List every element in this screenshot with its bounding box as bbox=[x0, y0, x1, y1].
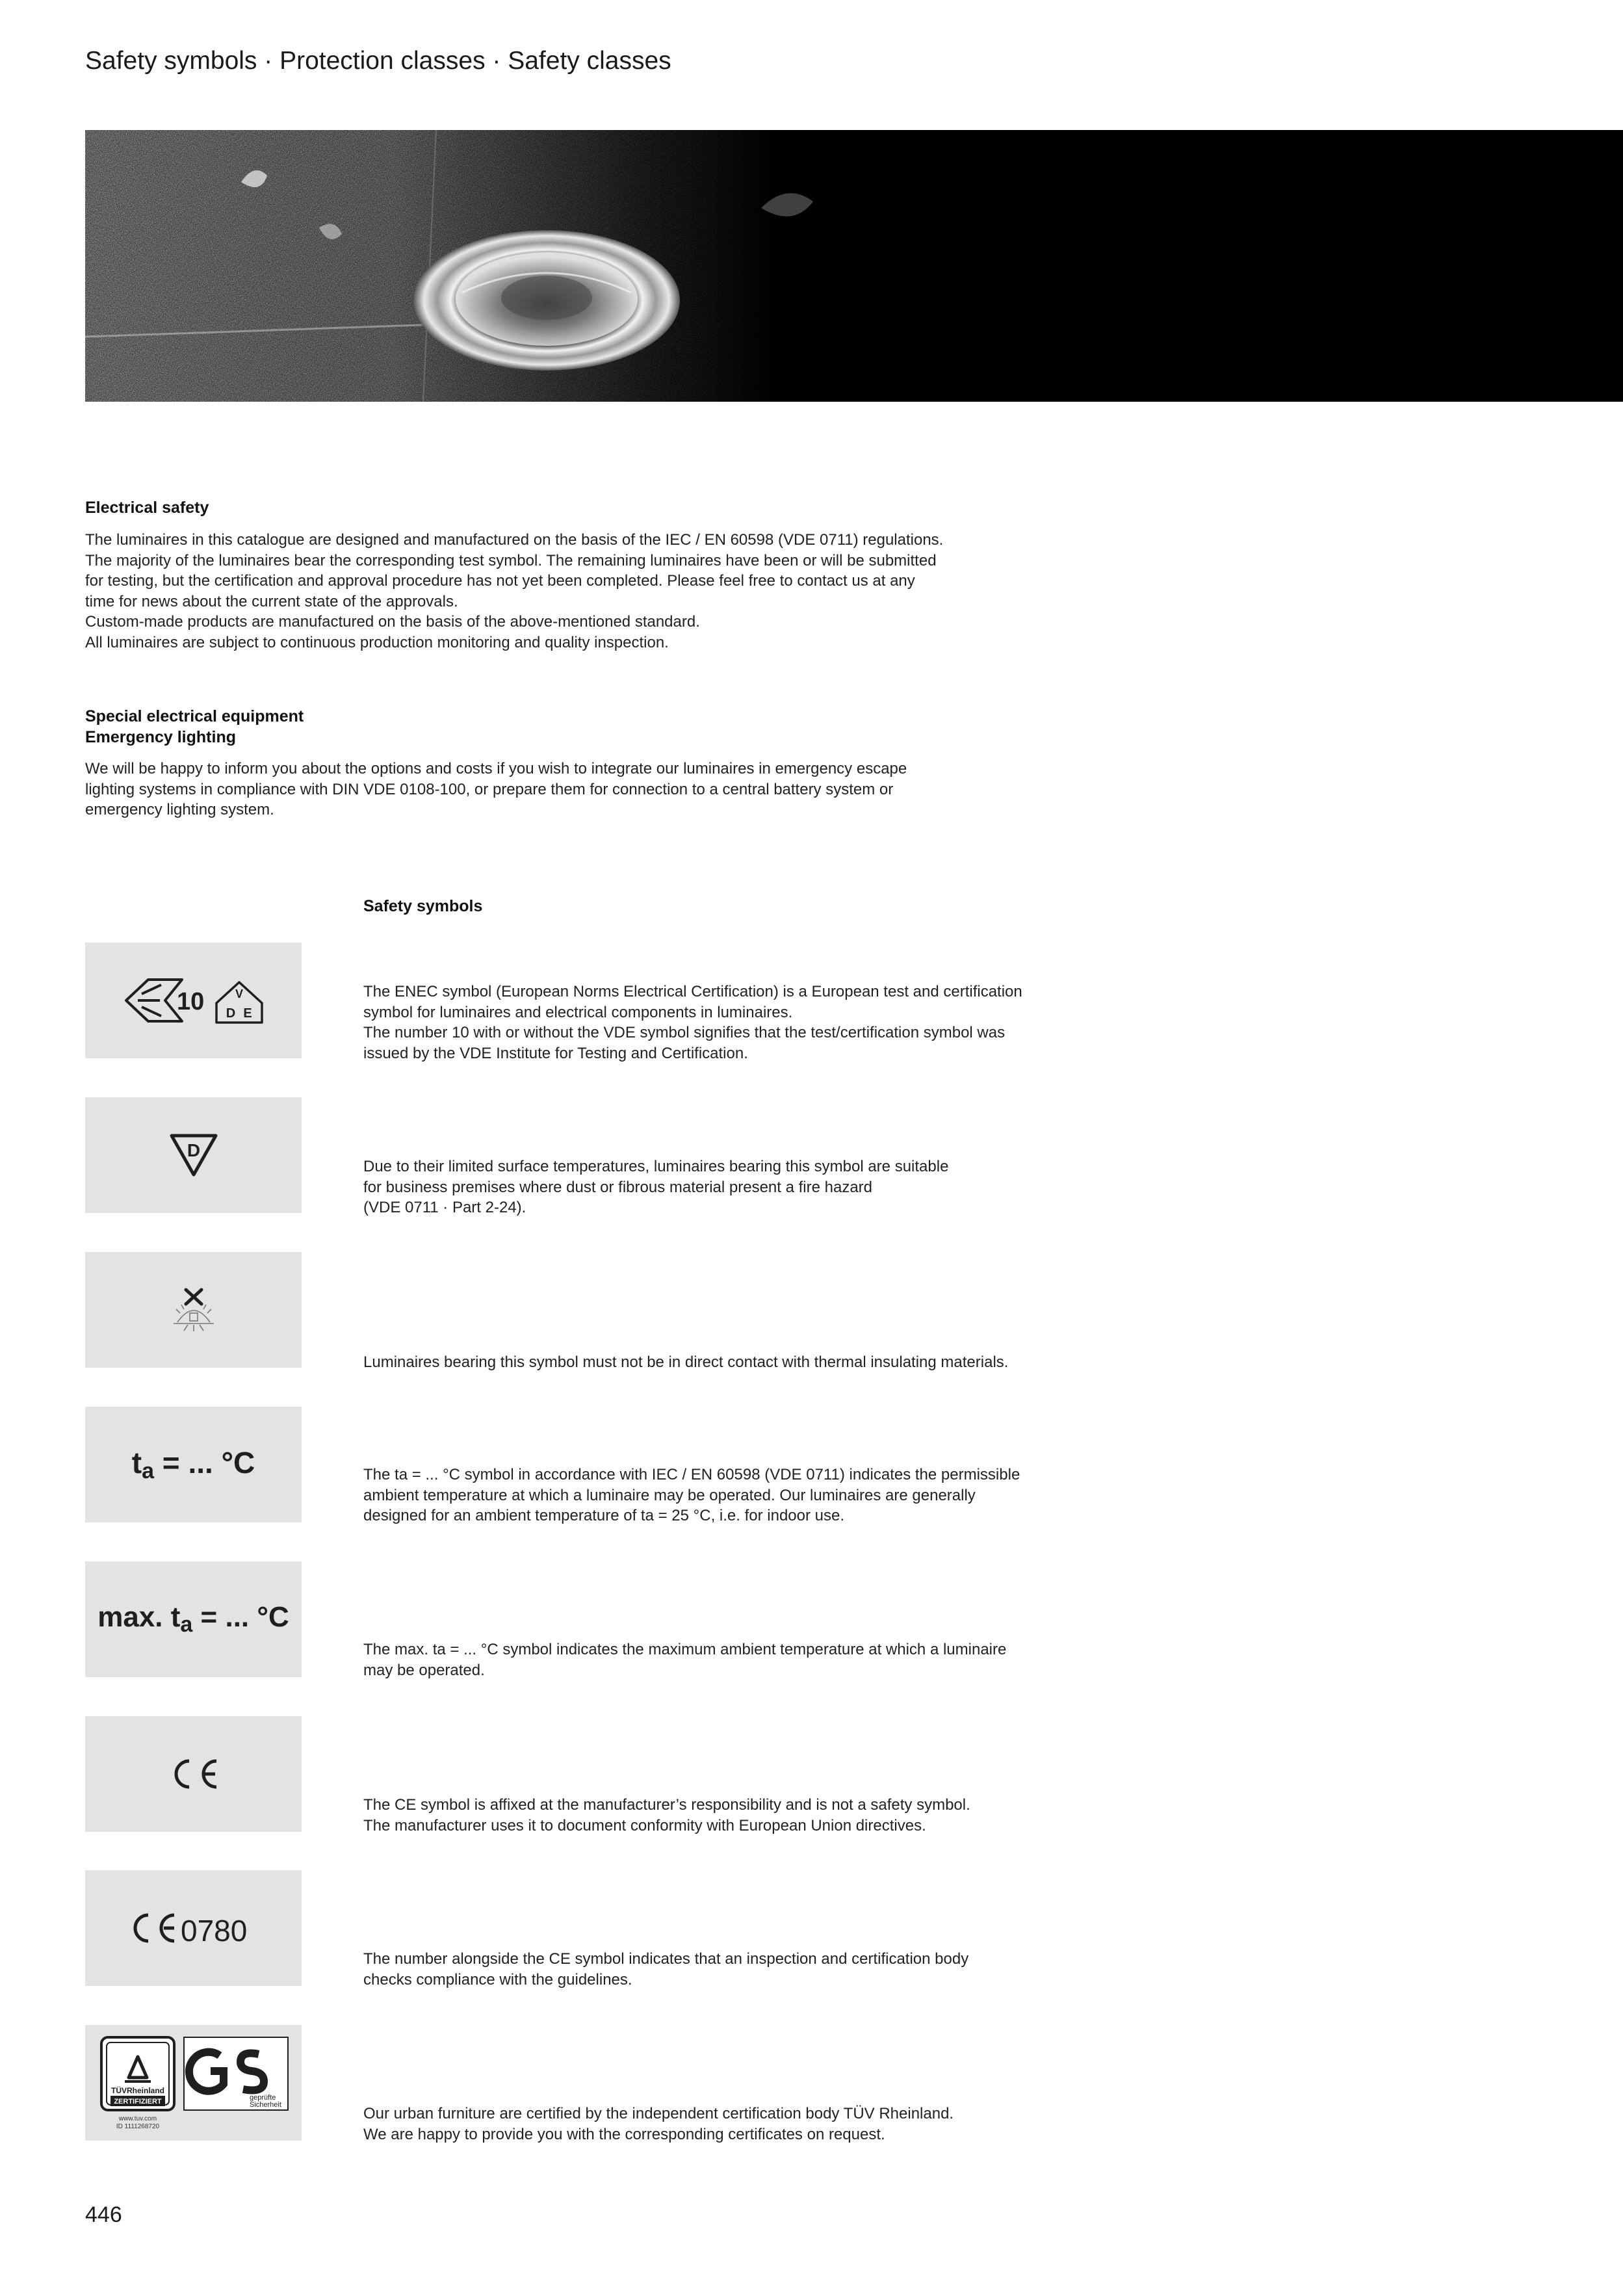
tuv-url: www.tuv.com bbox=[118, 2115, 157, 2122]
tuv-id: ID 1111268720 bbox=[116, 2123, 159, 2130]
d-triangle-description bbox=[363, 1156, 1091, 1218]
tuv-name: TÜVRheinland bbox=[110, 2086, 164, 2095]
text-line: The ta = ... °C symbol in accordance with IEC / EN 60598 (VDE 0711) indicates the permissible bbox=[363, 1466, 1020, 1483]
ta-t: t bbox=[131, 1446, 142, 1480]
no-insulation-symbol bbox=[85, 1252, 302, 1368]
tuv-gs-description bbox=[363, 2104, 1091, 2145]
max-ta-subscript: a bbox=[180, 1612, 193, 1637]
special-equipment-text bbox=[85, 759, 1099, 820]
text-line: for business premises where dust or fibrous material present a fire hazard bbox=[363, 1178, 873, 1196]
text-line: checks compliance with the guidelines. bbox=[363, 1970, 632, 1989]
text-line: time for news about the current state of the approvals. bbox=[85, 592, 458, 610]
text-line: designed for an ambient temperature of ta = 25 °C, i.e. for indoor use. bbox=[363, 1507, 845, 1524]
tuv-gs-symbol bbox=[85, 2025, 302, 2141]
text-line: ambient temperature at which a luminaire may be operated. Our luminaires are generally bbox=[363, 1486, 976, 1504]
text-line: The ENEC symbol (European Norms Electrical Certification) is a European test and certification bbox=[363, 983, 1022, 1000]
text-line: for testing, but the certification and approval procedure has not yet been completed. Please feel free to contact us at any bbox=[85, 572, 915, 590]
text-line: We will be happy to inform you about the options and costs if you wish to integrate our luminaires in emergency escape bbox=[85, 760, 907, 777]
gs-text-1: geprüfte bbox=[249, 2094, 276, 2102]
emergency-lighting-heading: Emergency lighting bbox=[85, 728, 236, 746]
text-line: The CE symbol is affixed at the manufacturer’s responsibility and is not a safety symbol. bbox=[363, 1796, 970, 1814]
ta-rest: = ... °C bbox=[154, 1446, 255, 1480]
enec-vde-symbol bbox=[85, 943, 302, 1058]
max-ta-description bbox=[363, 1639, 1091, 1680]
electrical-safety-heading: Electrical safety bbox=[85, 499, 209, 517]
page-number: 446 bbox=[85, 2202, 122, 2227]
text-line: (VDE 0711 · Part 2-24). bbox=[363, 1199, 526, 1216]
text-line: The number 10 with or without the VDE symbol signifies that the test/certification symbol was bbox=[363, 1024, 1006, 1041]
text-line: issued by the VDE Institute for Testing and Certification. bbox=[363, 1044, 748, 1062]
electrical-safety-text bbox=[85, 530, 1099, 653]
enec-number: 10 bbox=[176, 988, 204, 1015]
text-line: The max. ta = ... °C symbol indicates the maximum ambient temperature at which a luminaire bbox=[363, 1641, 1007, 1658]
enec-description bbox=[363, 982, 1091, 1063]
ce-number-mark-icon bbox=[129, 1909, 259, 1948]
safety-symbols-heading: Safety symbols bbox=[363, 897, 483, 915]
ce-mark-icon bbox=[164, 1755, 223, 1794]
max-ta-symbol-text bbox=[97, 1601, 289, 1637]
max-ta-prefix: max. t bbox=[97, 1601, 181, 1633]
enec-icon bbox=[122, 974, 265, 1026]
max-ta-rest: = ... °C bbox=[192, 1601, 289, 1633]
special-equipment-heading: Special electrical equipment bbox=[85, 707, 304, 725]
text-line: lighting systems in compliance with DIN VDE 0108-100, or prepare them for connection to a central battery system or bbox=[85, 780, 894, 798]
dust-hazard-triangle-icon bbox=[168, 1132, 220, 1179]
ce-0780-description bbox=[363, 1949, 1091, 1990]
text-line: may be operated. bbox=[363, 1661, 485, 1679]
text-line: Our urban furniture are certified by the independent certification body TÜV Rheinland. bbox=[363, 2105, 954, 2122]
text-line: Custom-made products are manufactured on the basis of the above-mentioned standard. bbox=[85, 613, 700, 631]
ta-description bbox=[363, 1465, 1091, 1526]
hero-image bbox=[85, 130, 1623, 402]
gs-text-2: Sicherheit bbox=[249, 2101, 281, 2109]
ce-description bbox=[363, 1795, 1091, 1836]
vde-letter-e: E bbox=[242, 1006, 252, 1021]
text-line: We are happy to provide you with the corresponding certificates on request. bbox=[363, 2125, 885, 2143]
ce-symbol bbox=[85, 1716, 302, 1832]
d-triangle-symbol bbox=[85, 1097, 302, 1213]
vde-letter-d: D bbox=[226, 1006, 235, 1021]
tuv-gs-certification-icon bbox=[96, 2031, 291, 2135]
no-insulation-cover-icon bbox=[164, 1287, 223, 1333]
tuv-badge-text: ZERTIFIZIERT bbox=[113, 2098, 162, 2106]
ta-symbol bbox=[85, 1407, 302, 1522]
ce-number: 0780 bbox=[180, 1914, 247, 1948]
ta-symbol-text bbox=[132, 1445, 255, 1484]
vde-letter-v: V bbox=[235, 987, 243, 1000]
text-line: The manufacturer uses it to document conformity with European Union directives. bbox=[363, 1816, 926, 1834]
text-line: emergency lighting system. bbox=[85, 801, 274, 818]
page-title: Safety symbols · Protection classes · Safety classes bbox=[85, 47, 671, 75]
text-line: Luminaires bearing this symbol must not be in direct contact with thermal insulating materials. bbox=[363, 1353, 1009, 1371]
text-line: symbol for luminaires and electrical components in luminaires. bbox=[363, 1003, 793, 1021]
text-line: Due to their limited surface temperatures, luminaires bearing this symbol are suitable bbox=[363, 1158, 949, 1175]
text-line: The majority of the luminaires bear the corresponding test symbol. The remaining luminaires have been or will be submitted bbox=[85, 551, 937, 569]
ta-subscript: a bbox=[142, 1459, 155, 1483]
text-line: The number alongside the CE symbol indicates that an inspection and certification body bbox=[363, 1950, 969, 1968]
no-insulation-description bbox=[363, 1352, 1091, 1373]
d-letter: D bbox=[187, 1140, 200, 1160]
max-ta-symbol bbox=[85, 1561, 302, 1677]
text-line: The luminaires in this catalogue are designed and manufactured on the basis of the IEC / EN 60598 (VDE 0711) regulations. bbox=[85, 531, 944, 549]
ce-0780-symbol bbox=[85, 1870, 302, 1986]
text-line: All luminaires are subject to continuous production monitoring and quality inspection. bbox=[85, 633, 669, 651]
